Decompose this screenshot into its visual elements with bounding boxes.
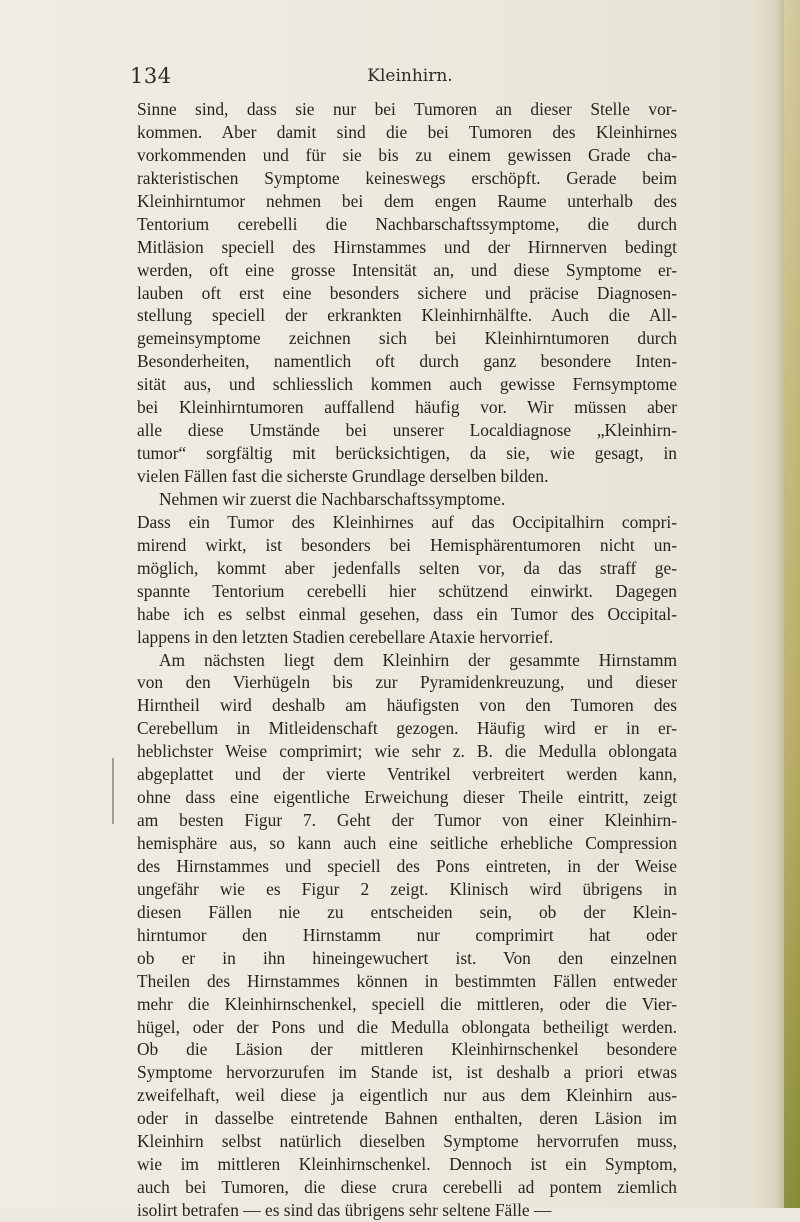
text-line: kommen. Aber damit sind die bei Tumoren des Kleinhirnes bbox=[137, 121, 677, 142]
text-line: wie im mittleren Kleinhirnschenkel. Dennoch ist ein Symptom, bbox=[137, 1154, 677, 1175]
text-line: sität aus, und schliesslich kommen auch gewisse Fernsymptome bbox=[137, 374, 677, 395]
text-line: werden, oft eine grosse Intensität an, und diese Symptome er- bbox=[137, 259, 677, 280]
text-line: stellung speciell der erkrankten Kleinhirnhälfte. Auch die All- bbox=[137, 305, 677, 326]
text-line: ohne dass eine eigentliche Erweichung dieser Theile eintritt, zeigt bbox=[137, 787, 677, 808]
text-line: spannte Tentorium cerebelli hier schützend einwirkt. Dagegen bbox=[137, 580, 677, 601]
margin-pencil-mark bbox=[112, 758, 114, 824]
text-line: möglich, kommt aber jedenfalls selten vor, da das straff ge- bbox=[137, 557, 677, 578]
text-line: Am nächsten liegt dem Kleinhirn der gesammte Hirnstamm bbox=[159, 649, 677, 670]
text-line: mirend wirkt, ist besonders bei Hemisphärentumoren nicht un- bbox=[137, 534, 677, 555]
text-line: lauben oft erst eine besonders sichere und präcise Diagnosen- bbox=[137, 282, 677, 303]
page-number: 134 bbox=[130, 64, 172, 88]
text-line: Symptome hervorzurufen im Stande ist, ist deshalb a priori etwas bbox=[137, 1062, 677, 1083]
text-line: vielen Fällen fast die sicherste Grundlage derselben bilden. bbox=[137, 466, 549, 486]
running-head: Kleinhirn. bbox=[367, 66, 453, 86]
text-line: Kleinhirn selbst natürlich dieselben Symptome hervorrufen muss, bbox=[137, 1131, 677, 1152]
text-line: vorkommenden und für sie bis zu einem gewissen Grade cha- bbox=[137, 144, 677, 165]
text-line: alle diese Umstände bei unserer Localdiagnose „Kleinhirn- bbox=[137, 420, 677, 441]
text-line: auch bei Tumoren, die diese crura cerebelli ad pontem ziemlich bbox=[137, 1177, 677, 1198]
text-line: gemeinsymptome zeichnen sich bei Kleinhirntumoren durch bbox=[137, 328, 677, 349]
text-line: Mitläsion speciell des Hirnstammes und der Hirnnerven bedingt bbox=[137, 236, 677, 257]
text-line: Sinne sind, dass sie nur bei Tumoren an dieser Stelle vor- bbox=[137, 99, 677, 119]
text-line: Hirntheil wird deshalb am häufigsten von den Tumoren des bbox=[137, 695, 677, 716]
text-line: hügel, oder der Pons und die Medulla oblongata betheiligt werden. bbox=[137, 1016, 677, 1037]
text-line: des Hirnstammes und speciell des Pons eintreten, in der Weise bbox=[137, 855, 677, 876]
text-line: Cerebellum in Mitleidenschaft gezogen. Häufig wird er in er- bbox=[137, 718, 677, 739]
text-line: ungefähr wie es Figur 2 zeigt. Klinisch wird übrigens in bbox=[137, 878, 677, 899]
text-line: tumor“ sorgfältig mit berücksichtigen, da sie, wie gesagt, in bbox=[137, 443, 677, 464]
text-line: Kleinhirntumor nehmen bei dem engen Raume unterhalb des bbox=[137, 190, 677, 211]
text-line: Besonderheiten, namentlich oft durch ganz besondere Inten- bbox=[137, 351, 677, 372]
text-line: heblichster Weise comprimirt; wie sehr z. B. die Medulla oblongata bbox=[137, 741, 677, 762]
text-line: ob er in ihn hineingewuchert ist. Von den einzelnen bbox=[137, 947, 677, 968]
text-line: hemisphäre aus, so kann auch eine seitliche erhebliche Compression bbox=[137, 833, 677, 853]
text-line: am besten Figur 7. Geht der Tumor von einer Kleinhirn- bbox=[137, 810, 677, 831]
text-line: hirntumor den Hirnstamm nur comprimirt hat oder bbox=[137, 924, 677, 945]
text-line: Ob die Läsion der mittleren Kleinhirnschenkel besondere bbox=[137, 1039, 677, 1060]
body-text bbox=[137, 98, 677, 1222]
text-line: rakteristischen Symptome keineswegs erschöpft. Gerade beim bbox=[137, 167, 677, 188]
text-line: von den Vierhügeln bis zur Pyramidenkreuzung, und dieser bbox=[137, 672, 677, 693]
text-line: Nehmen wir zuerst die Nachbarschaftssymptome. bbox=[159, 488, 506, 509]
text-line: isolirt betrafen — es sind das übrigens sehr seltene Fälle — bbox=[137, 1200, 552, 1220]
text-line: habe ich es selbst einmal gesehen, dass ein Tumor des Occipital- bbox=[137, 603, 677, 624]
text-line: abgeplattet und der vierte Ventrikel verbreitert werden kann, bbox=[137, 764, 677, 785]
text-line: Tentorium cerebelli die Nachbarschaftssymptome, die durch bbox=[137, 213, 677, 234]
text-line: mehr die Kleinhirnschenkel, speciell die mittleren, oder die Vier- bbox=[137, 993, 677, 1014]
text-line: lappens in den letzten Stadien cerebellare Ataxie hervorrief. bbox=[137, 626, 554, 647]
text-line: zweifelhaft, weil diese ja eigentlich nur aus dem Kleinhirn aus- bbox=[137, 1085, 677, 1106]
page-edge-discoloration bbox=[784, 0, 800, 1208]
text-line: diesen Fällen nie zu entscheiden sein, ob der Klein- bbox=[137, 901, 677, 922]
text-line: Dass ein Tumor des Kleinhirnes auf das Occipitalhirn compri- bbox=[137, 511, 677, 532]
text-line: bei Kleinhirntumoren auffallend häufig vor. Wir müssen aber bbox=[137, 397, 677, 418]
page-header bbox=[130, 64, 690, 92]
text-line: oder in dasselbe eintretende Bahnen enthalten, deren Läsion im bbox=[137, 1108, 677, 1129]
text-line: Theilen des Hirnstammes können in bestimmten Fällen entweder bbox=[137, 970, 677, 991]
